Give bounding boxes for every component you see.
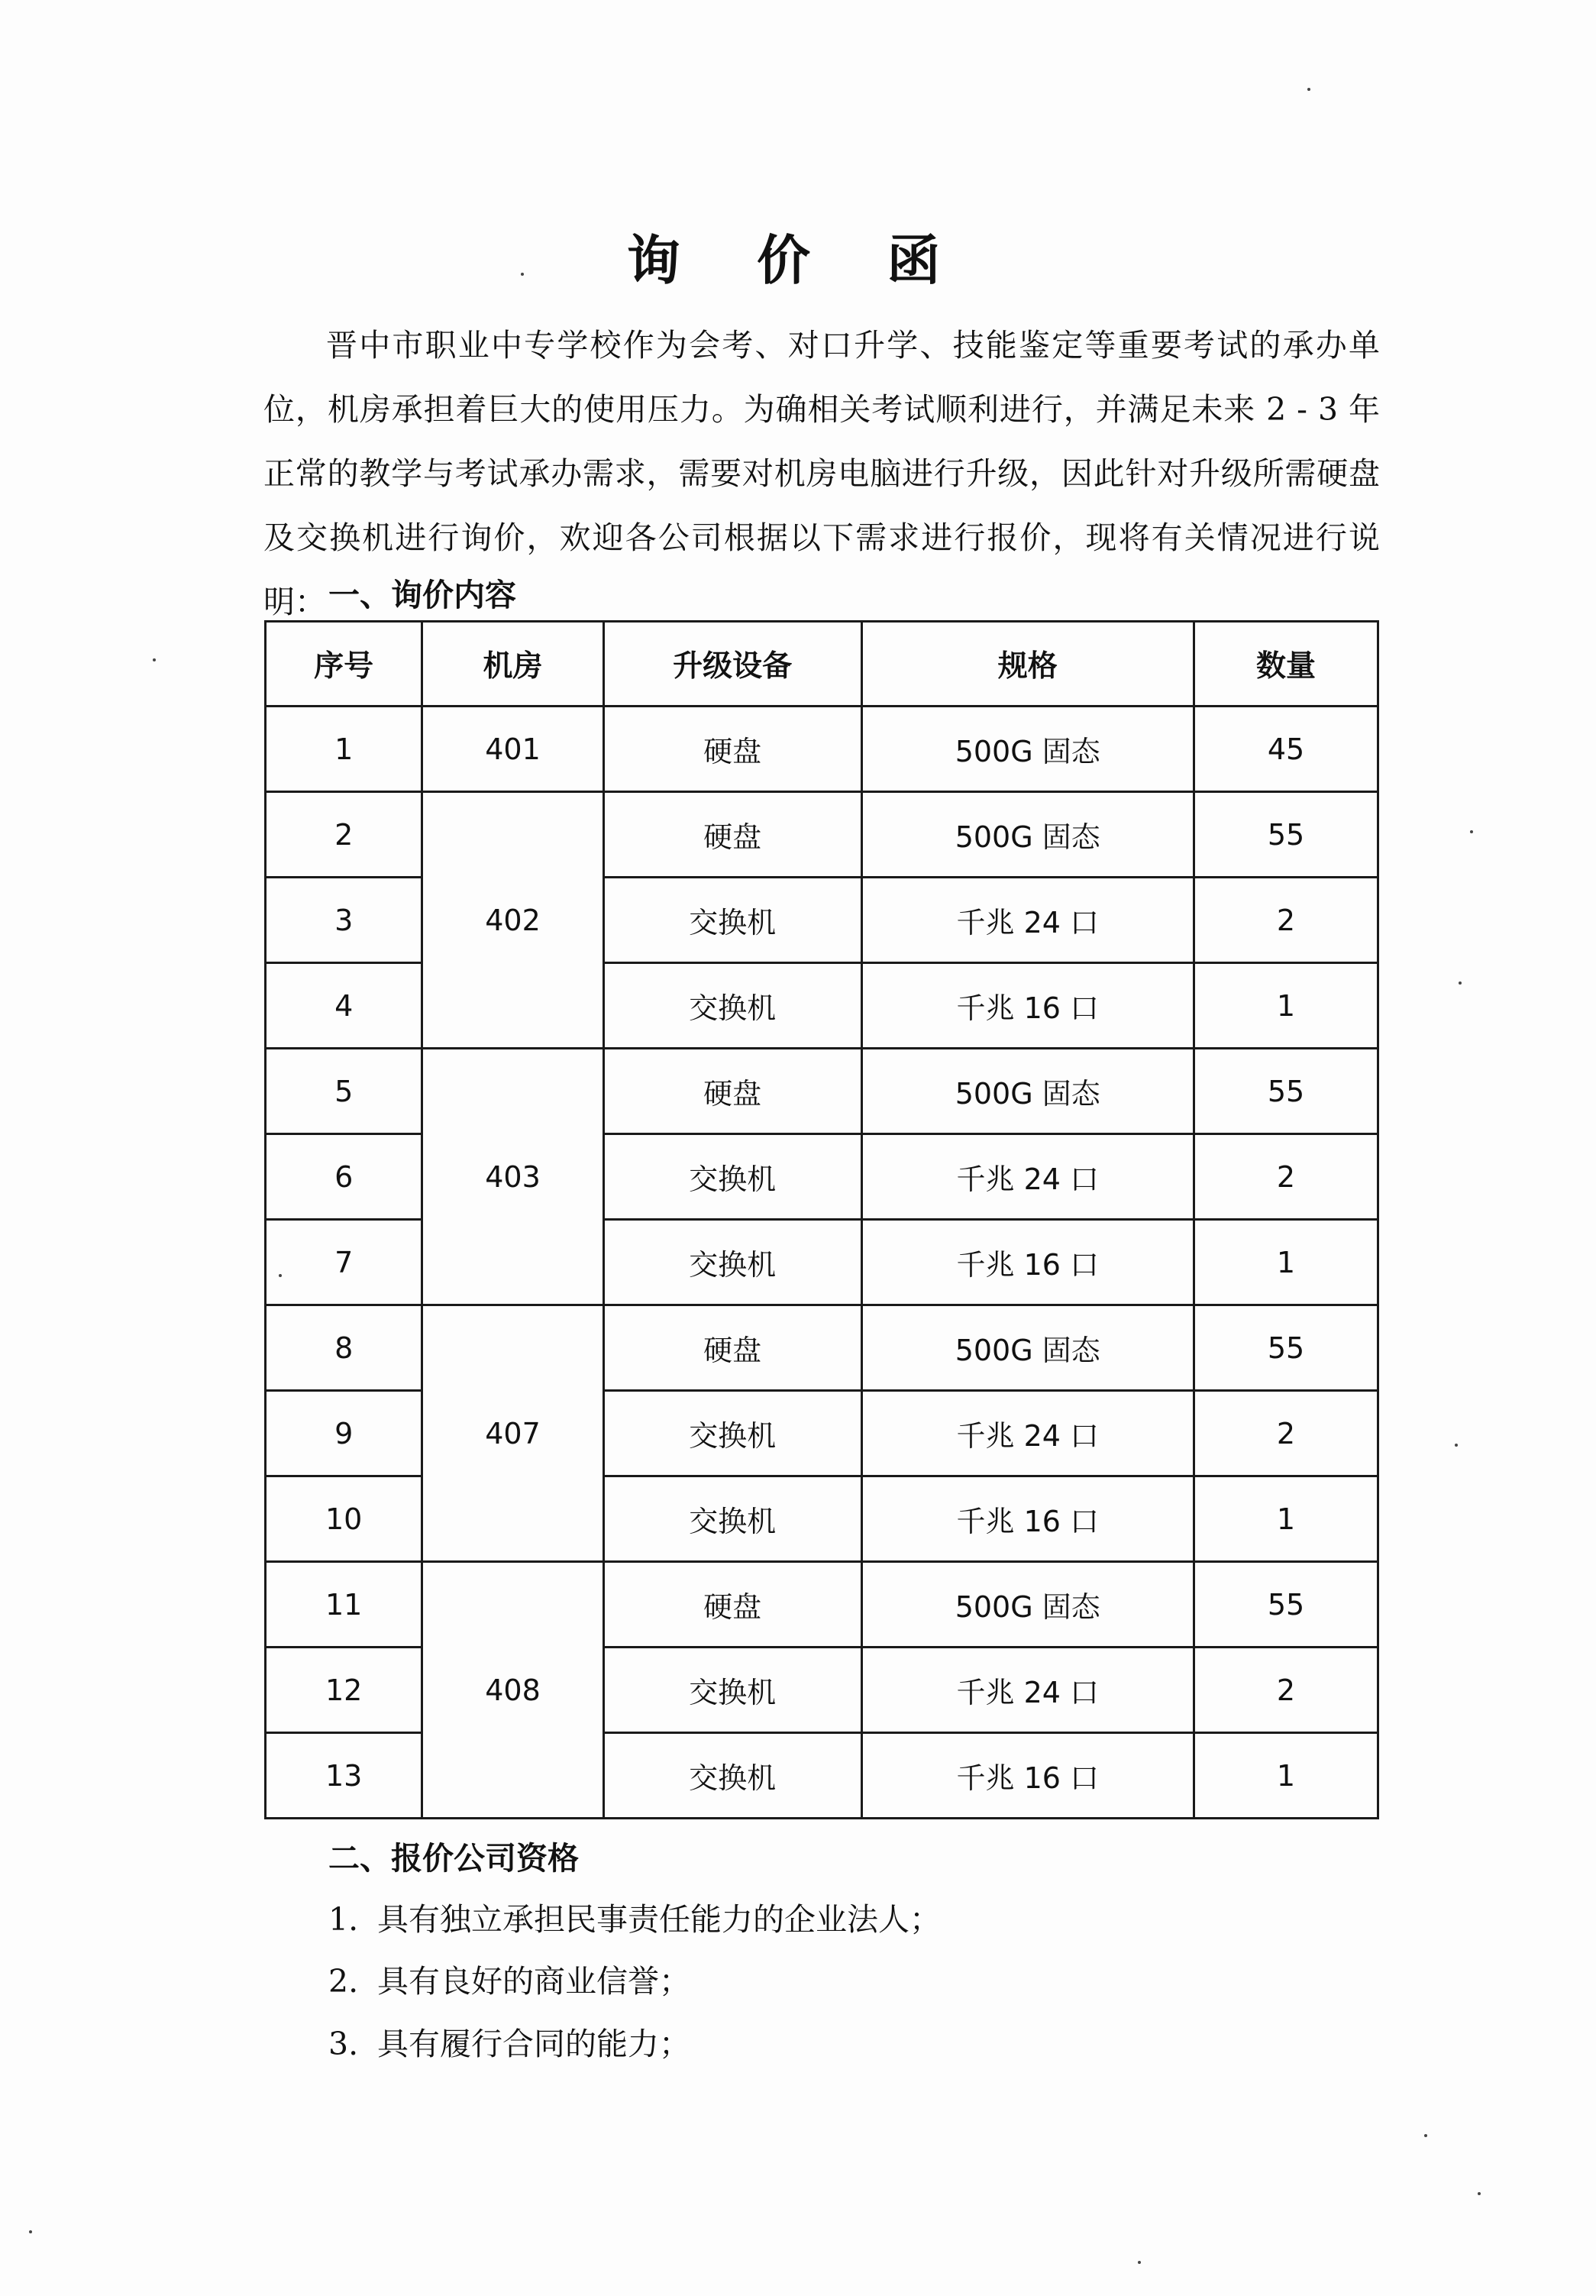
cell-spec: 千兆 16 口	[861, 1476, 1194, 1562]
requirement-item	[328, 1956, 690, 2001]
cell-qty: 55	[1194, 792, 1378, 878]
scan-speck	[1459, 981, 1462, 985]
cell-seq: 8	[266, 1305, 422, 1391]
cell-spec: 500G 固态	[861, 1562, 1194, 1648]
table-row	[266, 1562, 1378, 1648]
cell-device: 交换机	[603, 1391, 861, 1476]
cell-seq: 6	[266, 1134, 422, 1220]
cell-qty: 2	[1194, 1391, 1378, 1476]
scan-speck	[521, 273, 524, 276]
cell-qty: 2	[1194, 878, 1378, 963]
table-row	[266, 1049, 1378, 1134]
scan-speck	[1424, 2134, 1427, 2137]
cell-qty: 55	[1194, 1305, 1378, 1391]
scan-speck	[1470, 830, 1473, 833]
intro-paragraph: 晋中市职业中专学校作为会考、对口升学、技能鉴定等重要考试的承办单位，机房承担着巨大的使用压力。为确相关考试顺利进行，并满足未来 2 - 3 年正常的教学与考试承办需求，需要对机房电脑进行升级，因此针对升级所需硬盘及交换机进行询价，欢迎各公司根据以下需求进行报价，现将有关情况进行说明：	[263, 327, 1380, 620]
cell-room: 401	[422, 707, 603, 792]
cell-device: 硬盘	[603, 792, 861, 878]
cell-spec: 千兆 24 口	[861, 1391, 1194, 1476]
cell-room: 407	[422, 1305, 603, 1562]
cell-spec: 千兆 16 口	[861, 1220, 1194, 1305]
cell-spec: 500G 固态	[861, 792, 1194, 878]
scan-speck	[279, 1274, 282, 1277]
cell-seq: 11	[266, 1562, 422, 1648]
cell-seq: 9	[266, 1391, 422, 1476]
cell-device: 交换机	[603, 963, 861, 1049]
table-row	[266, 792, 1378, 878]
cell-device: 交换机	[603, 1648, 861, 1733]
cell-seq: 2	[266, 792, 422, 878]
scan-speck	[1138, 2261, 1141, 2264]
section-heading-inquiry-content: 一、询价内容	[328, 577, 516, 613]
cell-seq: 7	[266, 1220, 422, 1305]
scan-speck	[29, 2230, 32, 2233]
cell-spec: 千兆 24 口	[861, 878, 1194, 963]
cell-qty: 2	[1194, 1134, 1378, 1220]
inquiry-table	[264, 620, 1379, 1819]
table-header-row	[266, 622, 1378, 707]
header-spec: 规格	[861, 622, 1194, 707]
cell-qty: 1	[1194, 1733, 1378, 1819]
section-heading-qualifications: 二、报价公司资格	[328, 1840, 579, 1877]
cell-seq: 10	[266, 1476, 422, 1562]
cell-device: 交换机	[603, 878, 861, 963]
requirement-number: 2.	[328, 1963, 359, 2000]
cell-seq: 4	[266, 963, 422, 1049]
cell-qty: 45	[1194, 707, 1378, 792]
cell-room: 403	[422, 1049, 603, 1305]
cell-device: 硬盘	[603, 1305, 861, 1391]
cell-room: 408	[422, 1562, 603, 1819]
cell-spec: 千兆 24 口	[861, 1648, 1194, 1733]
cell-qty: 2	[1194, 1648, 1378, 1733]
scan-speck	[153, 658, 156, 661]
requirement-text: 具有良好的商业信誉；	[377, 1963, 690, 2000]
cell-device: 交换机	[603, 1476, 861, 1562]
cell-qty: 55	[1194, 1562, 1378, 1648]
cell-qty: 1	[1194, 1220, 1378, 1305]
cell-device: 硬盘	[603, 707, 861, 792]
requirement-number: 3.	[328, 2026, 359, 2062]
scan-speck	[1455, 1444, 1458, 1447]
requirement-text: 具有履行合同的能力；	[377, 2026, 690, 2062]
header-seq: 序号	[266, 622, 422, 707]
header-device: 升级设备	[603, 622, 861, 707]
scan-speck	[1478, 2192, 1481, 2195]
page-title: 询 价 函	[626, 228, 970, 292]
requirement-text: 具有独立承担民事责任能力的企业法人；	[377, 1901, 941, 1938]
cell-device: 交换机	[603, 1220, 861, 1305]
cell-room: 402	[422, 792, 603, 1049]
cell-qty: 1	[1194, 1476, 1378, 1562]
cell-seq: 5	[266, 1049, 422, 1134]
cell-spec: 千兆 24 口	[861, 1134, 1194, 1220]
cell-device: 交换机	[603, 1733, 861, 1819]
header-qty: 数量	[1194, 622, 1378, 707]
cell-spec: 千兆 16 口	[861, 963, 1194, 1049]
cell-seq: 1	[266, 707, 422, 792]
cell-device: 硬盘	[603, 1562, 861, 1648]
cell-device: 硬盘	[603, 1049, 861, 1134]
cell-seq: 3	[266, 878, 422, 963]
cell-seq: 12	[266, 1648, 422, 1733]
requirement-number: 1.	[328, 1901, 359, 1938]
header-room: 机房	[422, 622, 603, 707]
cell-spec: 500G 固态	[861, 707, 1194, 792]
table-row	[266, 707, 1378, 792]
cell-spec: 500G 固态	[861, 1049, 1194, 1134]
table-row	[266, 1305, 1378, 1391]
cell-spec: 千兆 16 口	[861, 1733, 1194, 1819]
requirement-item	[328, 1894, 941, 1939]
cell-device: 交换机	[603, 1134, 861, 1220]
cell-qty: 55	[1194, 1049, 1378, 1134]
scan-speck	[1307, 88, 1310, 91]
cell-seq: 13	[266, 1733, 422, 1819]
cell-qty: 1	[1194, 963, 1378, 1049]
cell-spec: 500G 固态	[861, 1305, 1194, 1391]
requirement-item	[328, 2019, 690, 2064]
